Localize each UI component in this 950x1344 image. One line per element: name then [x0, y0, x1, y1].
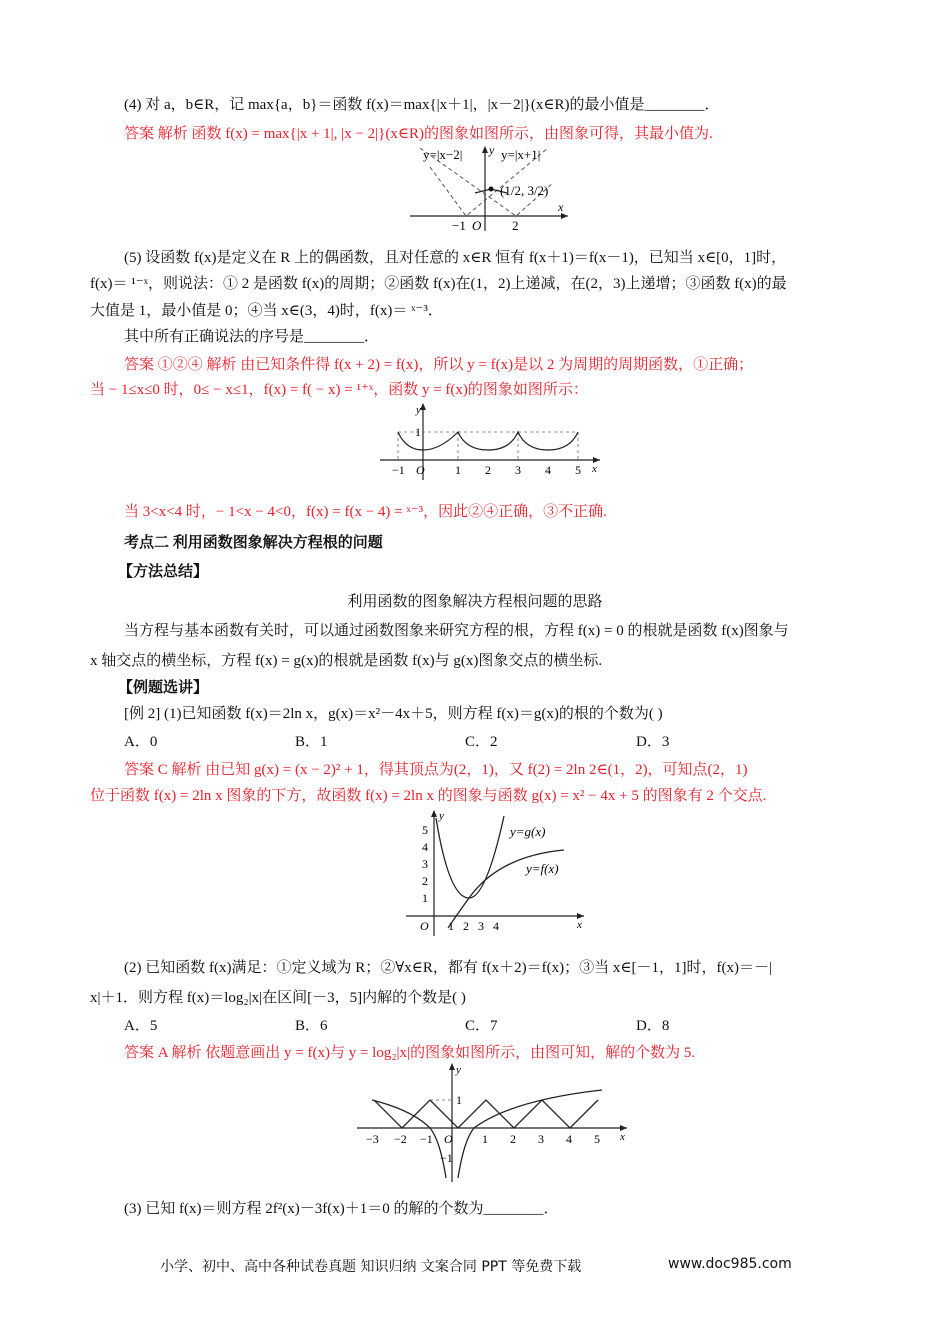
- q4-tick-2: 2: [512, 218, 519, 233]
- ex2-2-origin: O: [444, 1132, 453, 1146]
- ex2-2-tick-neg3: −3: [366, 1132, 379, 1146]
- ex2-2-line1: (2) 已知函数 f(x)满足：①定义域为 R；②∀x∈R，都有 f(x＋2)＝f(x)；③当 x∈[－1，1]时，f(x)＝－|: [124, 960, 772, 976]
- ex2-1-origin: O: [420, 919, 429, 933]
- ex2-1-label-g: y=g(x): [510, 824, 546, 839]
- ex2-1-tick-y1: 1: [422, 891, 428, 905]
- ex2-1-tick-y2: 2: [422, 874, 428, 888]
- ex2-2-line2: x|＋1．则方程 f(x)＝log₂|x|在区间[－3，5]内解的个数是( ): [90, 990, 466, 1006]
- q4-point-label: (1/2, 3/2): [500, 183, 549, 198]
- ex2-2-option-d: D．8: [636, 1018, 670, 1034]
- ex2-1-answer1: 答案 C 解析 由已知 g(x) = (x − 2)² + 1，得其顶点为(2，1)，又 f(2) = 2ln 2∈(1，2)，可知点(2，1): [124, 762, 748, 778]
- ex2-1-answer2: 位于函数 f(x) = 2ln x 图象的下方，故函数 f(x) = 2ln x 的图象与函数 g(x) = x² − 4x + 5 的图象有 2 个交点.: [90, 788, 767, 804]
- ex2-2-option-b: B．6: [295, 1018, 328, 1034]
- ex2-1-axis-y: y: [439, 810, 444, 822]
- method-line1: 当方程与基本函数有关时，可以通过函数图象来研究方程的根，方程 f(x) = 0 的根就是函数 f(x)图象与: [124, 623, 789, 639]
- q5-answer1: 答案 ①②④ 解析 由已知条件得 f(x + 2) = f(x)，所以 y = f(x)是以 2 为周期的周期函数，①正确；: [124, 357, 754, 373]
- q5-axis-y: y: [416, 404, 421, 416]
- ex2-1-tick-y3: 3: [422, 857, 428, 871]
- q4-tick-origin: O: [472, 218, 482, 233]
- footer-text: 小学、初中、高中各种试卷真题 知识归纳 文案合同 PPT 等免费下载: [160, 1259, 582, 1275]
- example-header: 【例题选讲】: [118, 680, 209, 696]
- ex2-2-tick-neg2: −2: [394, 1132, 407, 1146]
- ex2-2-tick-yneg1: −1: [440, 1151, 453, 1165]
- method-header: 【方法总结】: [118, 564, 209, 580]
- q5-line1: (5) 设函数 f(x)是定义在 R 上的偶函数，且对任意的 x∈R 恒有 f(x＋1)＝f(x－1)，已知当 x∈[0，1]时，: [124, 250, 787, 266]
- q5-tick-origin: O: [416, 463, 425, 477]
- ex2-1-tick-x2: 2: [463, 919, 469, 933]
- q4-axis-y: y: [489, 143, 495, 157]
- ex2-1-tick-y4: 4: [422, 840, 428, 854]
- ex2-2-answer: 答案 A 解析 依题意画出 y = f(x)与 y = log₂|x|的图象如图所示，由图可知，解的个数为 5.: [124, 1045, 696, 1061]
- q5-line4: 其中所有正确说法的序号是________．: [124, 329, 380, 345]
- q5-tick-y1: 1: [415, 425, 421, 439]
- q4-question: (4) 对 a，b∈R，记 max{a，b}＝函数 f(x)＝max{|x＋1|，|x－2|}(x∈R)的最小值是________．: [124, 97, 720, 113]
- ex2-1-tick-x1: 1: [448, 919, 454, 933]
- ex2-1-label-f: y=f(x): [526, 861, 559, 876]
- q4-label-left: y=|x−2|: [423, 147, 463, 162]
- q5-tick-1: 1: [455, 463, 461, 477]
- section-title: 考点二 利用函数图象解决方程根的问题: [124, 535, 383, 551]
- ex2-2-tick-5: 5: [594, 1132, 600, 1146]
- ex2-1-option-d: D．3: [636, 734, 670, 750]
- ex2-2-axis-y: y: [456, 1064, 461, 1076]
- q5-graph: [378, 400, 608, 482]
- q4-label-right: y=|x+1|: [501, 147, 541, 162]
- ex2-2-option-a: A．5: [124, 1018, 158, 1034]
- ex2-1-option-c: C．2: [465, 734, 498, 750]
- q4-axis-x: x: [558, 200, 564, 214]
- ex2-1-tick-y5: 5: [422, 823, 428, 837]
- ex2-1-tick-x4: 4: [493, 919, 499, 933]
- ex2-2-tick-1: 1: [482, 1132, 488, 1146]
- ex2-1-graph: [404, 806, 594, 941]
- q5-answer3: 当 3<x<4 时，− 1<x − 4<0，f(x) = f(x − 4) = ˣ⁻³，因此②④正确，③不正确.: [124, 504, 607, 520]
- ex2-1-tick-x3: 3: [478, 919, 484, 933]
- ex2-2-tick-y1: 1: [456, 1093, 462, 1107]
- method-title: 利用函数的图象解决方程根问题的思路: [347, 594, 603, 610]
- ex2-1-axis-x: x: [577, 919, 582, 931]
- ex2-1-option-b: B．1: [295, 734, 328, 750]
- q5-tick-5: 5: [575, 463, 581, 477]
- ex2-2-option-c: C．7: [465, 1018, 498, 1034]
- ex2-2-axis-x: x: [620, 1131, 625, 1143]
- ex2-2-tick-2: 2: [510, 1132, 516, 1146]
- ex2-2-graph: [352, 1060, 632, 1185]
- q5-tick-4: 4: [545, 463, 551, 477]
- q5-axis-x: x: [592, 463, 597, 475]
- q5-tick-neg1: −1: [392, 463, 405, 477]
- q5-line2: f(x)＝ ¹⁻ˣ，则说法：① 2 是函数 f(x)的周期；②函数 f(x)在(1，2)上递减，在(2，3)上递增；③函数 f(x)的最: [90, 276, 787, 292]
- method-line2: x 轴交点的横坐标，方程 f(x) = g(x)的根就是函数 f(x)与 g(x)图象交点的横坐标.: [90, 653, 603, 669]
- q4-answer: 答案 解析 函数 f(x) = max{|x + 1|, |x − 2|}(x∈R)的图象如图所示，由图象可得，其最小值为.: [124, 126, 713, 142]
- q5-tick-2: 2: [485, 463, 491, 477]
- q5-tick-3: 3: [515, 463, 521, 477]
- ex2-3-stem: (3) 已知 f(x)＝则方程 2f²(x)－3f(x)＋1＝0 的解的个数为________．: [124, 1201, 559, 1217]
- ex2-2-tick-4: 4: [566, 1132, 572, 1146]
- ex2-2-tick-neg1: −1: [420, 1132, 433, 1146]
- ex2-1-stem: [例 2] (1)已知函数 f(x)＝2ln x，g(x)＝x²－4x＋5，则方程 f(x)＝g(x)的根的个数为( ): [124, 706, 663, 722]
- q5-line3: 大值是 1，最小值是 0；④当 x∈(3，4)时，f(x)＝ ˣ⁻³．: [90, 303, 443, 319]
- ex2-2-tick-3: 3: [538, 1132, 544, 1146]
- q4-tick-neg1: −1: [452, 218, 466, 233]
- footer-url[interactable]: www.doc985.com: [668, 1256, 792, 1272]
- q5-answer2: 当 − 1≤x≤0 时，0≤ − x≤1，f(x) = f( − x) = ¹⁺ˣ，函数 y = f(x)的图象如图所示：: [90, 382, 588, 398]
- ex2-1-option-a: A．0: [124, 734, 158, 750]
- q4-graph: [408, 143, 573, 233]
